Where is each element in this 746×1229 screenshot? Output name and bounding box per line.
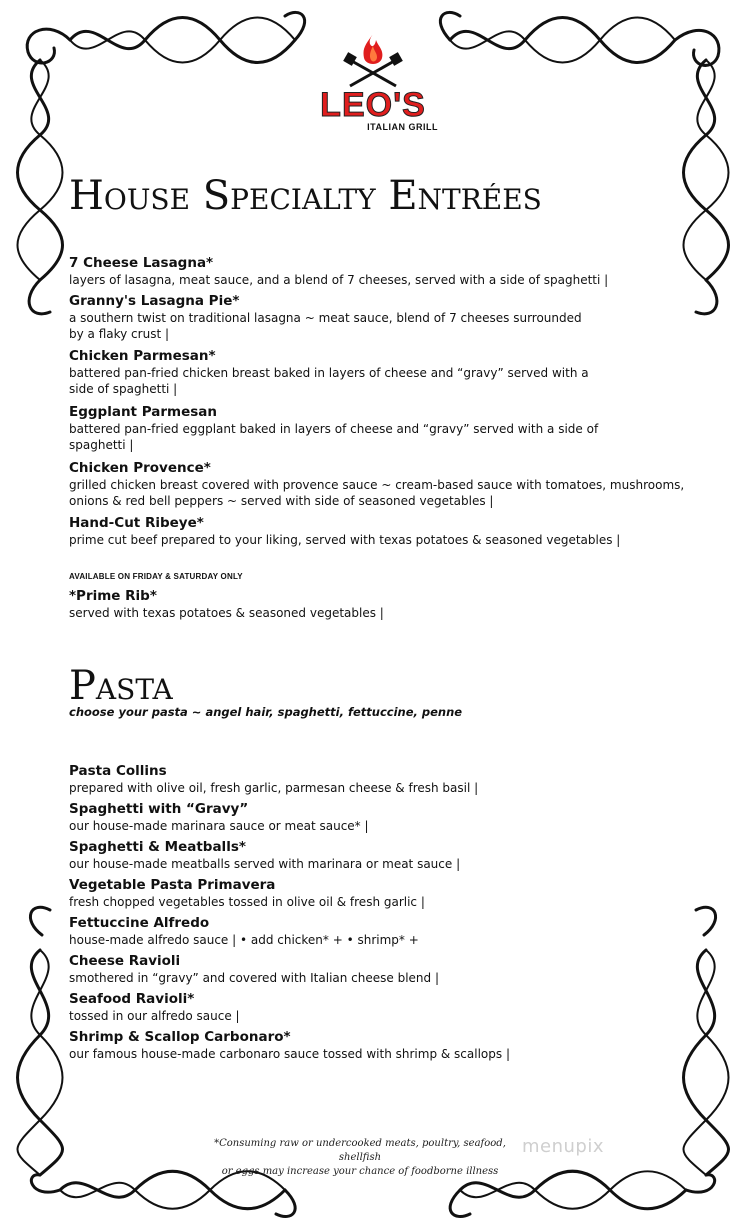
menu-item xyxy=(69,292,709,342)
item-description: tossed in our alfredo sauce | xyxy=(69,1009,240,1023)
availability-note: AVAILABLE ON FRIDAY & SATURDAY ONLY xyxy=(69,572,243,581)
flame-utensils-icon xyxy=(340,32,406,88)
restaurant-logo xyxy=(300,32,446,132)
menu-item xyxy=(69,514,709,548)
item-name: Granny's Lasagna Pie* xyxy=(69,293,240,309)
food-safety-disclaimer xyxy=(200,1137,520,1179)
entrees-section-title: House Specialty Entrées xyxy=(69,173,542,219)
item-description: onions & red bell peppers ~ served with side of seasoned vegetables | xyxy=(69,494,494,508)
item-description: our house-made meatballs served with marinara or meat sauce | xyxy=(69,857,461,871)
pasta-choice-note: choose your pasta ~ angel hair, spaghetti, fettuccine, penne xyxy=(69,705,463,719)
watermark: menupix xyxy=(522,1136,605,1157)
item-description: battered pan-fried chicken breast baked in layers of cheese and “gravy” served with a xyxy=(69,366,589,380)
menu-item xyxy=(69,914,709,948)
item-name: Eggplant Parmesan xyxy=(69,404,217,420)
menu-item xyxy=(69,800,709,834)
menu-item xyxy=(69,762,709,796)
item-name: Cheese Ravioli xyxy=(69,953,181,969)
item-description: by a flaky crust | xyxy=(69,327,170,341)
item-name: Chicken Provence* xyxy=(69,460,211,476)
menu-item xyxy=(69,952,709,986)
item-description: served with texas potatoes & seasoned vegetables | xyxy=(69,606,384,620)
menu-item xyxy=(69,403,709,453)
menu-item xyxy=(69,1028,709,1062)
item-name: Hand-Cut Ribeye* xyxy=(69,515,204,531)
menu-item xyxy=(69,459,709,509)
item-description: prime cut beef prepared to your liking, served with texas potatoes & seasoned vegetables | xyxy=(69,533,621,547)
item-name: Seafood Ravioli* xyxy=(69,991,195,1007)
disclaimer-line: or eggs may increase your chance of foodborne illness xyxy=(221,1166,499,1177)
item-name: Spaghetti & Meatballs* xyxy=(69,839,246,855)
item-description: battered pan-fried eggplant baked in layers of cheese and “gravy” served with a side of xyxy=(69,422,599,436)
item-description: our house-made marinara sauce or meat sauce* | xyxy=(69,819,369,833)
item-description: smothered in “gravy” and covered with Italian cheese blend | xyxy=(69,971,440,985)
logo-wordmark: LEO'S xyxy=(320,86,426,124)
item-description: layers of lasagna, meat sauce, and a blend of 7 cheeses, served with a side of spaghetti | xyxy=(69,273,609,287)
item-name: Pasta Collins xyxy=(69,763,167,779)
item-description: house-made alfredo sauce | • add chicken* + • shrimp* + xyxy=(69,933,419,947)
item-description: fresh chopped vegetables tossed in olive oil & fresh garlic | xyxy=(69,895,425,909)
item-description: grilled chicken breast covered with provence sauce ~ cream-based sauce with tomatoes, mushrooms, xyxy=(69,478,685,492)
menu-item xyxy=(69,347,709,397)
menu-item xyxy=(69,990,709,1024)
item-name: Fettuccine Alfredo xyxy=(69,915,210,931)
menu-item xyxy=(69,254,709,288)
item-description: prepared with olive oil, fresh garlic, parmesan cheese & fresh basil | xyxy=(69,781,479,795)
item-description: our famous house-made carbonaro sauce tossed with shrimp & scallops | xyxy=(69,1047,510,1061)
item-description: a southern twist on traditional lasagna ~ meat sauce, blend of 7 cheeses surrounded xyxy=(69,311,582,325)
item-name: *Prime Rib* xyxy=(69,588,157,604)
pasta-section-title: Pasta xyxy=(69,663,173,709)
menu-item xyxy=(69,838,709,872)
item-name: Shrimp & Scallop Carbonaro* xyxy=(69,1029,291,1045)
item-name: Chicken Parmesan* xyxy=(69,348,216,364)
item-name: Vegetable Pasta Primavera xyxy=(69,877,276,893)
item-name: 7 Cheese Lasagna* xyxy=(69,255,214,271)
item-description: side of spaghetti | xyxy=(69,382,178,396)
logo-subtitle: ITALIAN GRILL xyxy=(367,122,438,132)
disclaimer-line: *Consuming raw or undercooked meats, poultry, seafood, shellfish xyxy=(214,1138,506,1163)
item-name: Spaghetti with “Gravy” xyxy=(69,801,249,817)
menu-item xyxy=(69,876,709,910)
menu-item-special xyxy=(69,587,709,621)
item-description: spaghetti | xyxy=(69,438,134,452)
